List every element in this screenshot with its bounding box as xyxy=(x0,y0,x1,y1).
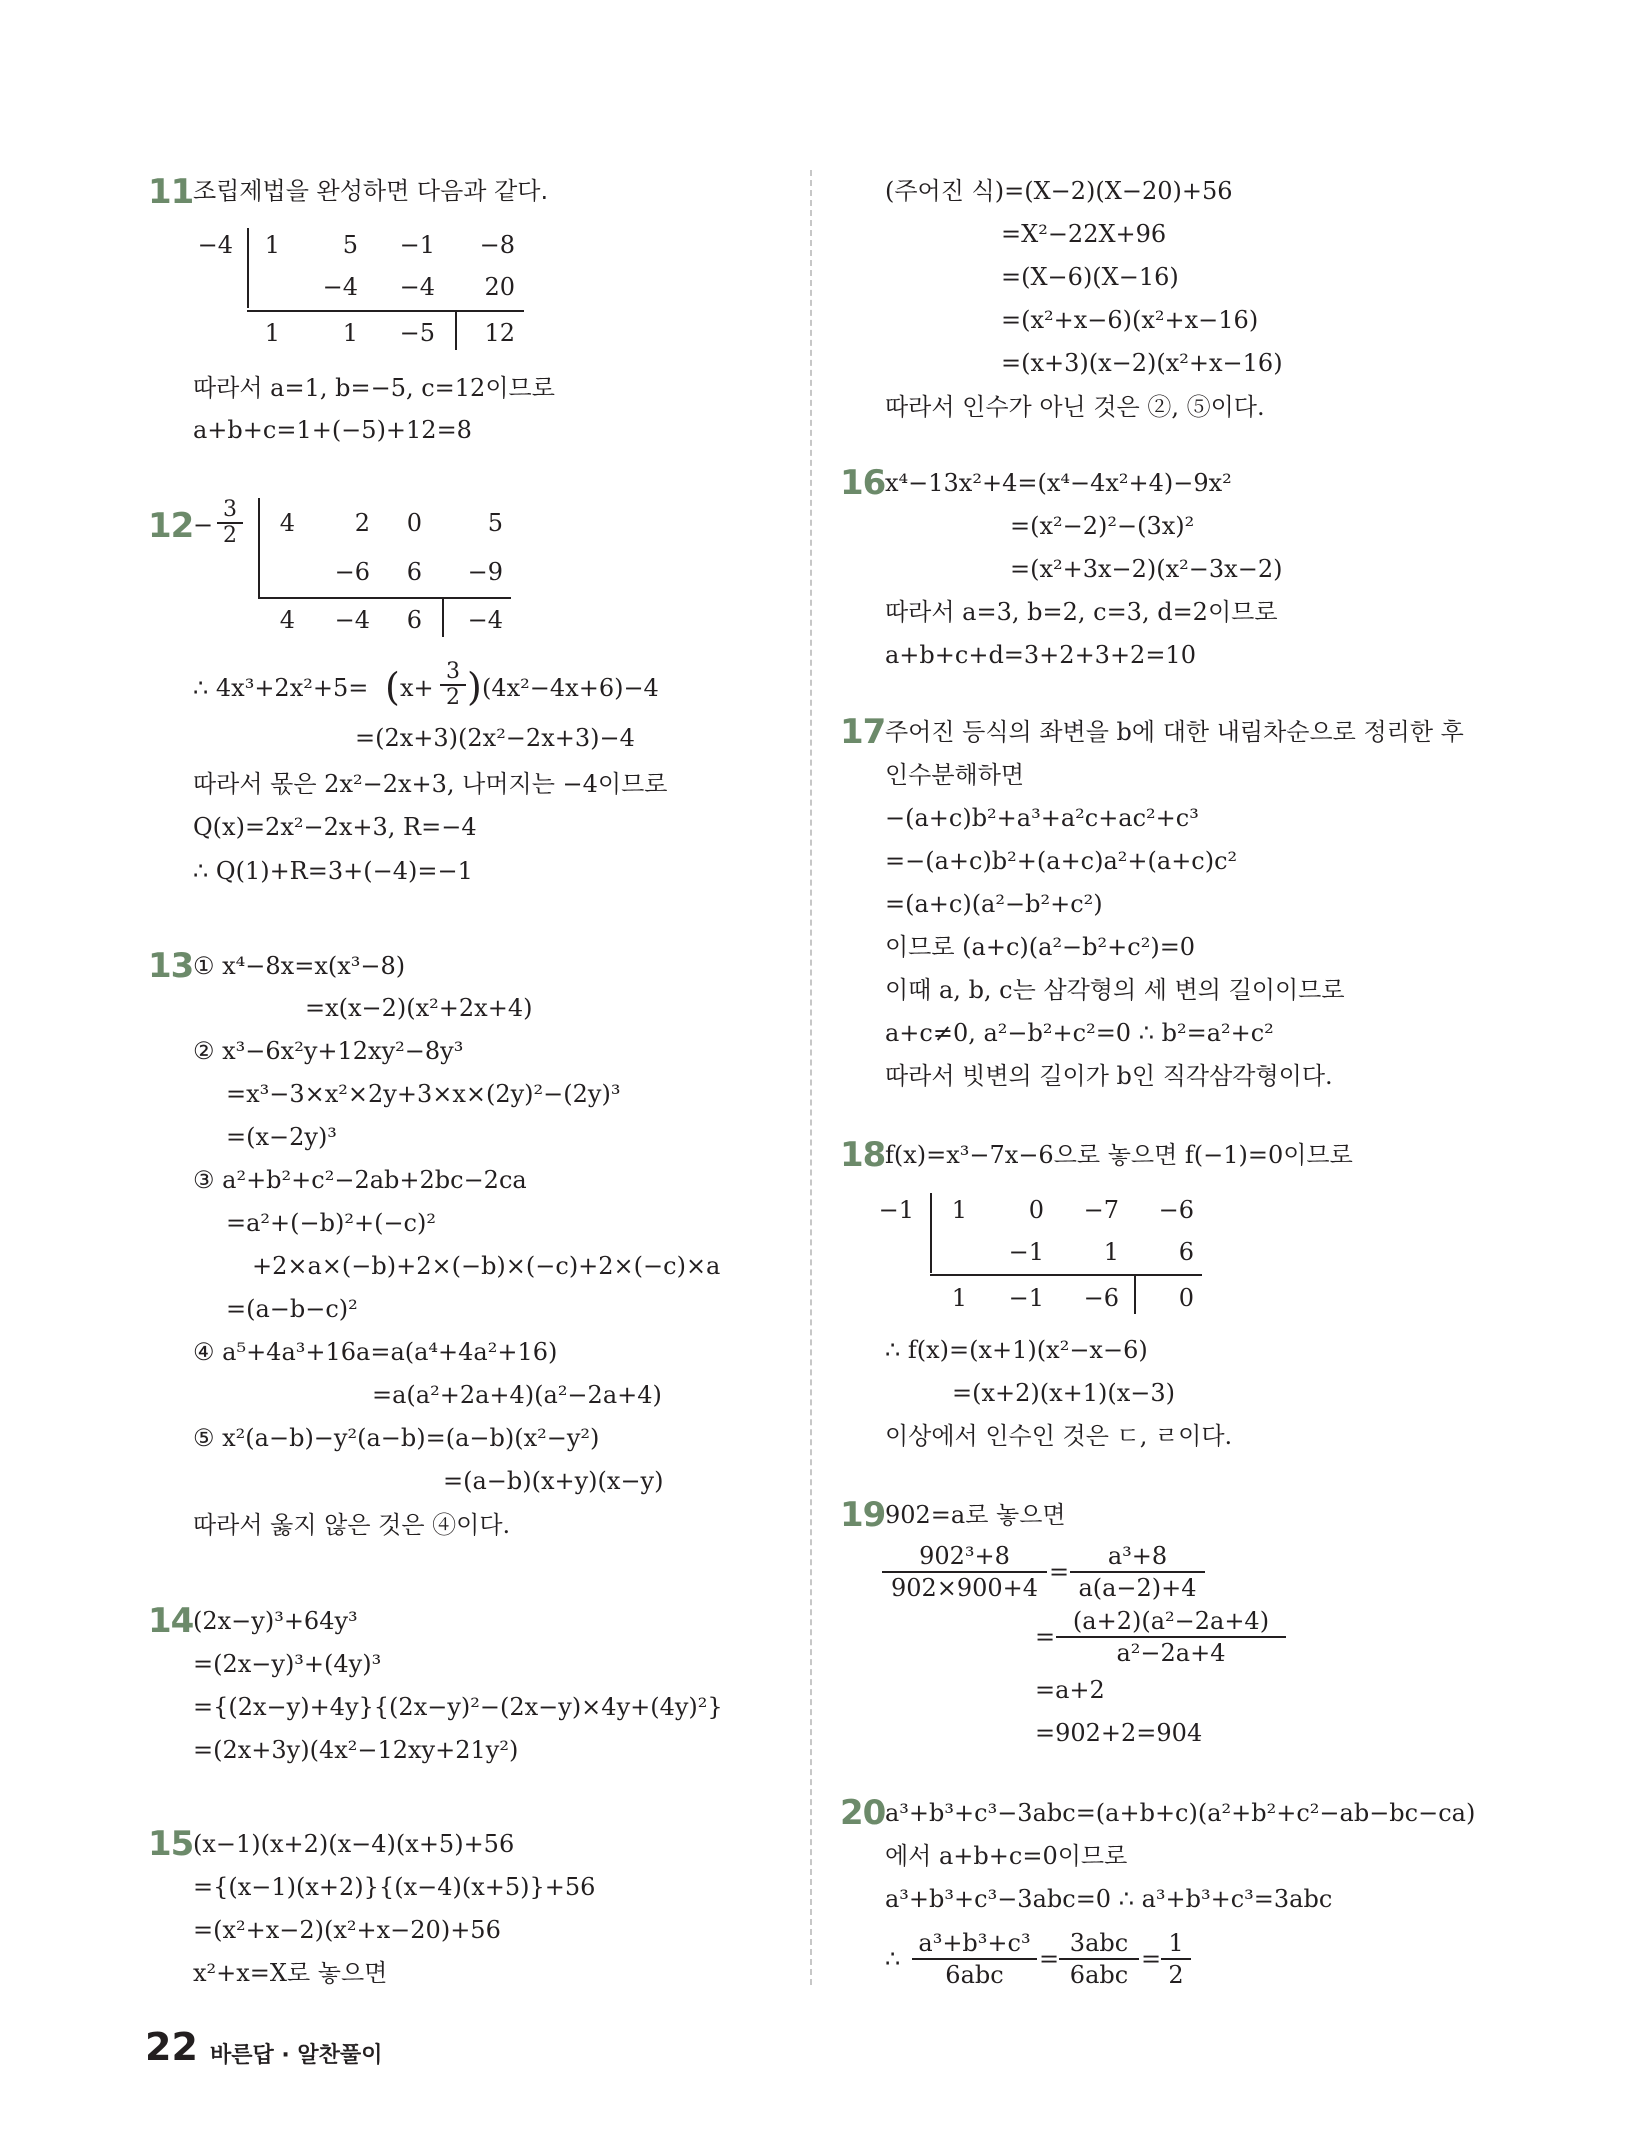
p11-divisor: −4 xyxy=(197,231,233,259)
p19-frac-den: 902×900+4 xyxy=(890,1574,1039,1602)
p12-line: =(2x+3)(2x²−2x+3)−4 xyxy=(355,724,635,752)
p13-line: ④ a⁵+4a³+16a=a(a⁴+4a²+16) xyxy=(193,1338,558,1366)
p14-line: =(2x+3y)(4x²−12xy+21y²) xyxy=(193,1736,519,1764)
p15-line: =(X−6)(X−16) xyxy=(1001,263,1179,291)
p11-cell: −1 xyxy=(399,231,435,259)
p19-fraction xyxy=(1056,1606,1286,1668)
p20-frac-den: 6abc xyxy=(945,1961,1004,1989)
p12-cell: 4 xyxy=(279,509,295,537)
p13-line: =a²+(−b)²+(−c)² xyxy=(226,1209,436,1237)
p12-frac-den: 2 xyxy=(446,685,460,710)
p12-cell: −9 xyxy=(467,558,503,586)
p11-cell: −4 xyxy=(399,273,435,301)
p18-cell: 0 xyxy=(1028,1196,1044,1224)
p11-cell: −4 xyxy=(322,273,358,301)
p20-equals: = xyxy=(1141,1945,1162,1973)
problem-number-19: 19 xyxy=(840,1495,886,1535)
p16-line: 따라서 a=3, b=2, c=3, d=2이므로 xyxy=(885,598,1278,626)
p12-cell: 5 xyxy=(487,509,503,537)
p13-line: =(a−b)(x+y)(x−y) xyxy=(443,1467,664,1495)
p12-open-paren: ( xyxy=(385,665,400,709)
p12-frac-prefix: x+ xyxy=(400,674,434,702)
p17-line: 인수분해하면 xyxy=(885,761,1025,789)
p20-line: 에서 a+b+c=0이므로 xyxy=(885,1842,1128,1870)
p13-line: =x(x−2)(x²+2x+4) xyxy=(305,994,533,1022)
p15-line: =X²−22X+96 xyxy=(1001,220,1167,248)
p17-line: 따라서 빗변의 길이가 b인 직각삼각형이다. xyxy=(885,1062,1333,1090)
p13-line: ⑤ x²(a−b)−y²(a−b)=(a−b)(x²−y²) xyxy=(193,1424,600,1452)
p18-cell: −1 xyxy=(1008,1238,1044,1266)
p11-cell: −5 xyxy=(399,319,435,347)
p12-frac-num: 3 xyxy=(440,660,466,686)
p12-cell: 6 xyxy=(406,606,422,634)
p16-line: x⁴−13x²+4=(x⁴−4x²+4)−9x² xyxy=(885,469,1232,497)
p19-frac-num: a³+8 xyxy=(1070,1541,1205,1573)
p20-therefore: ∴ xyxy=(885,1945,901,1973)
p12-divisor-den: 2 xyxy=(223,523,237,548)
p20-frac-den: 2 xyxy=(1168,1961,1184,1989)
p18-line: 이상에서 인수인 것은 ㄷ, ㄹ이다. xyxy=(885,1422,1233,1450)
p18-cell: 6 xyxy=(1178,1238,1194,1266)
p19-fraction xyxy=(882,1541,1047,1603)
p16-line: a+b+c+d=3+2+3+2=10 xyxy=(885,641,1196,669)
p20-frac-num: 3abc xyxy=(1059,1928,1139,1960)
p13-line: =(a−b−c)² xyxy=(226,1295,358,1323)
p20-frac-num: 1 xyxy=(1161,1928,1191,1960)
p12-close-paren: ) xyxy=(467,665,482,709)
p13-line: ③ a²+b²+c²−2ab+2bc−2ca xyxy=(193,1166,527,1194)
p17-line: a+c≠0, a²−b²+c²=0 ∴ b²=a²+c² xyxy=(885,1019,1274,1047)
p15-line: =(x²+x−6)(x²+x−16) xyxy=(1001,306,1259,334)
p15-line: ={(x−1)(x+2)}{(x−4)(x+5)}+56 xyxy=(193,1873,596,1901)
p15-line: (주어진 식)=(X−2)(X−20)+56 xyxy=(885,177,1233,205)
p13-line: =a(a²+2a+4)(a²−2a+4) xyxy=(372,1381,662,1409)
p19-frac-num: 902³+8 xyxy=(882,1541,1047,1573)
problem-number-13: 13 xyxy=(148,946,194,986)
p12-line: (4x²−4x+6)−4 xyxy=(482,674,659,702)
problem-number-11: 11 xyxy=(148,172,194,212)
p19-line: =a+2 xyxy=(1035,1676,1105,1704)
p15-line: =(x+3)(x−2)(x²+x−16) xyxy=(1001,349,1283,377)
problem-number-20: 20 xyxy=(840,1793,886,1833)
p12-frac xyxy=(440,660,466,710)
p11-cell: 1 xyxy=(264,319,280,347)
p12-line: ∴ 4x³+2x²+5= xyxy=(193,674,369,702)
p20-fraction xyxy=(912,1928,1037,1990)
p12-cell: −6 xyxy=(334,558,370,586)
p15-line: =(x²+x−2)(x²+x−20)+56 xyxy=(193,1916,501,1944)
p12-divisor-sign: − xyxy=(193,511,214,539)
p17-line: 이때 a, b, c는 삼각형의 세 변의 길이이므로 xyxy=(885,976,1345,1004)
p19-frac-den: a(a−2)+4 xyxy=(1078,1574,1197,1602)
p18-line: =(x+2)(x+1)(x−3) xyxy=(952,1379,1176,1407)
p15-line: 따라서 인수가 아닌 것은 ②, ⑤이다. xyxy=(885,393,1265,421)
p11-cell: 1 xyxy=(264,231,280,259)
p19-fraction xyxy=(1070,1541,1205,1603)
p12-cell: 2 xyxy=(354,509,370,537)
p18-cell: −1 xyxy=(1008,1284,1044,1312)
p18-cell: 1 xyxy=(951,1284,967,1312)
p12-cell: 6 xyxy=(406,558,422,586)
p13-line: ① x⁴−8x=x(x³−8) xyxy=(193,952,406,980)
p17-line: =−(a+c)b²+(a+c)a²+(a+c)c² xyxy=(885,847,1238,875)
p14-line: =(2x−y)³+(4y)³ xyxy=(193,1650,382,1678)
p20-fraction xyxy=(1161,1928,1191,1990)
p20-fraction xyxy=(1059,1928,1139,1990)
p17-line: −(a+c)b²+a³+a²c+ac²+c³ xyxy=(885,804,1199,832)
p18-cell: 1 xyxy=(1103,1238,1119,1266)
p13-line: =(x−2y)³ xyxy=(226,1123,337,1151)
p20-line: a³+b³+c³−3abc=0 ∴ a³+b³+c³=3abc xyxy=(885,1885,1333,1913)
p18-intro: f(x)=x³−7x−6으로 놓으면 f(−1)=0이므로 xyxy=(885,1141,1353,1169)
p18-cell: 1 xyxy=(951,1196,967,1224)
p20-frac-den: 6abc xyxy=(1069,1961,1129,1989)
p17-line: 주어진 등식의 좌변을 b에 대한 내림차순으로 정리한 후 xyxy=(885,718,1464,746)
p19-equals: = xyxy=(1035,1623,1056,1651)
problem-number-14: 14 xyxy=(148,1601,194,1641)
p17-line: 이므로 (a+c)(a²−b²+c²)=0 xyxy=(885,933,1196,961)
p18-line: ∴ f(x)=(x+1)(x²−x−6) xyxy=(885,1336,1148,1364)
p19-intro: 902=a로 놓으면 xyxy=(885,1501,1066,1529)
problem-number-15: 15 xyxy=(148,1824,194,1864)
p18-remainder: 0 xyxy=(1178,1284,1194,1312)
p11-intro: 조립제법을 완성하면 다음과 같다. xyxy=(193,177,549,205)
p11-cell: −8 xyxy=(479,231,515,259)
p20-frac-num: a³+b³+c³ xyxy=(912,1928,1037,1960)
p13-line: +2×a×(−b)+2×(−b)×(−c)+2×(−c)×a xyxy=(252,1252,721,1280)
p16-line: =(x²+3x−2)(x²−3x−2) xyxy=(1010,555,1283,583)
p14-line: ={(2x−y)+4y}{(2x−y)²−(2x−y)×4y+(4y)²} xyxy=(193,1693,723,1721)
p19-line: =902+2=904 xyxy=(1035,1719,1203,1747)
p12-line: 따라서 몫은 2x²−2x+3, 나머지는 −4이므로 xyxy=(193,770,668,798)
p19-equals: = xyxy=(1049,1558,1070,1586)
p15-line: (x−1)(x+2)(x−4)(x+5)+56 xyxy=(193,1830,515,1858)
p17-line: =(a+c)(a²−b²+c²) xyxy=(885,890,1103,918)
p18-cell: −6 xyxy=(1158,1196,1194,1224)
p19-frac-num: (a+2)(a²−2a+4) xyxy=(1056,1606,1286,1638)
p15-line: x²+x=X로 놓으면 xyxy=(193,1959,388,1987)
p11-remainder: 12 xyxy=(484,319,515,347)
p11-line: 따라서 a=1, b=−5, c=12이므로 xyxy=(193,374,555,402)
page-number: 22 xyxy=(145,2025,198,2069)
problem-number-18: 18 xyxy=(840,1135,886,1175)
p12-divisor-num: 3 xyxy=(217,498,243,524)
p13-line: 따라서 옳지 않은 것은 ④이다. xyxy=(193,1511,511,1539)
p11-cell: 20 xyxy=(484,273,515,301)
p14-line: (2x−y)³+64y³ xyxy=(193,1607,358,1635)
p18-divisor: −1 xyxy=(878,1196,914,1224)
p11-line: a+b+c=1+(−5)+12=8 xyxy=(193,416,472,444)
p12-cell: −4 xyxy=(334,606,370,634)
p20-line: a³+b³+c³−3abc=(a+b+c)(a²+b²+c²−ab−bc−ca) xyxy=(885,1799,1476,1827)
p16-line: =(x²−2)²−(3x)² xyxy=(1010,512,1195,540)
p13-line: ② x³−6x²y+12xy²−8y³ xyxy=(193,1037,464,1065)
p20-equals: = xyxy=(1039,1945,1060,1973)
p11-cell: 1 xyxy=(342,319,358,347)
problem-number-12: 12 xyxy=(148,506,194,546)
p12-remainder: −4 xyxy=(467,606,503,634)
p19-frac-den: a²−2a+4 xyxy=(1116,1639,1226,1667)
p12-line: ∴ Q(1)+R=3+(−4)=−1 xyxy=(193,857,473,885)
p12-cell: 0 xyxy=(406,509,422,537)
p11-cell: 5 xyxy=(342,231,358,259)
column-divider xyxy=(810,170,812,1985)
p18-cell: −7 xyxy=(1083,1196,1119,1224)
p18-cell: −6 xyxy=(1083,1284,1119,1312)
problem-number-16: 16 xyxy=(840,463,886,503)
problem-number-17: 17 xyxy=(840,712,886,752)
p13-line: =x³−3×x²×2y+3×x×(2y)²−(2y)³ xyxy=(226,1080,621,1108)
p12-line: Q(x)=2x²−2x+3, R=−4 xyxy=(193,813,477,841)
p12-cell: 4 xyxy=(279,606,295,634)
footer-label: 바른답 · 알찬풀이 xyxy=(210,2043,383,2068)
